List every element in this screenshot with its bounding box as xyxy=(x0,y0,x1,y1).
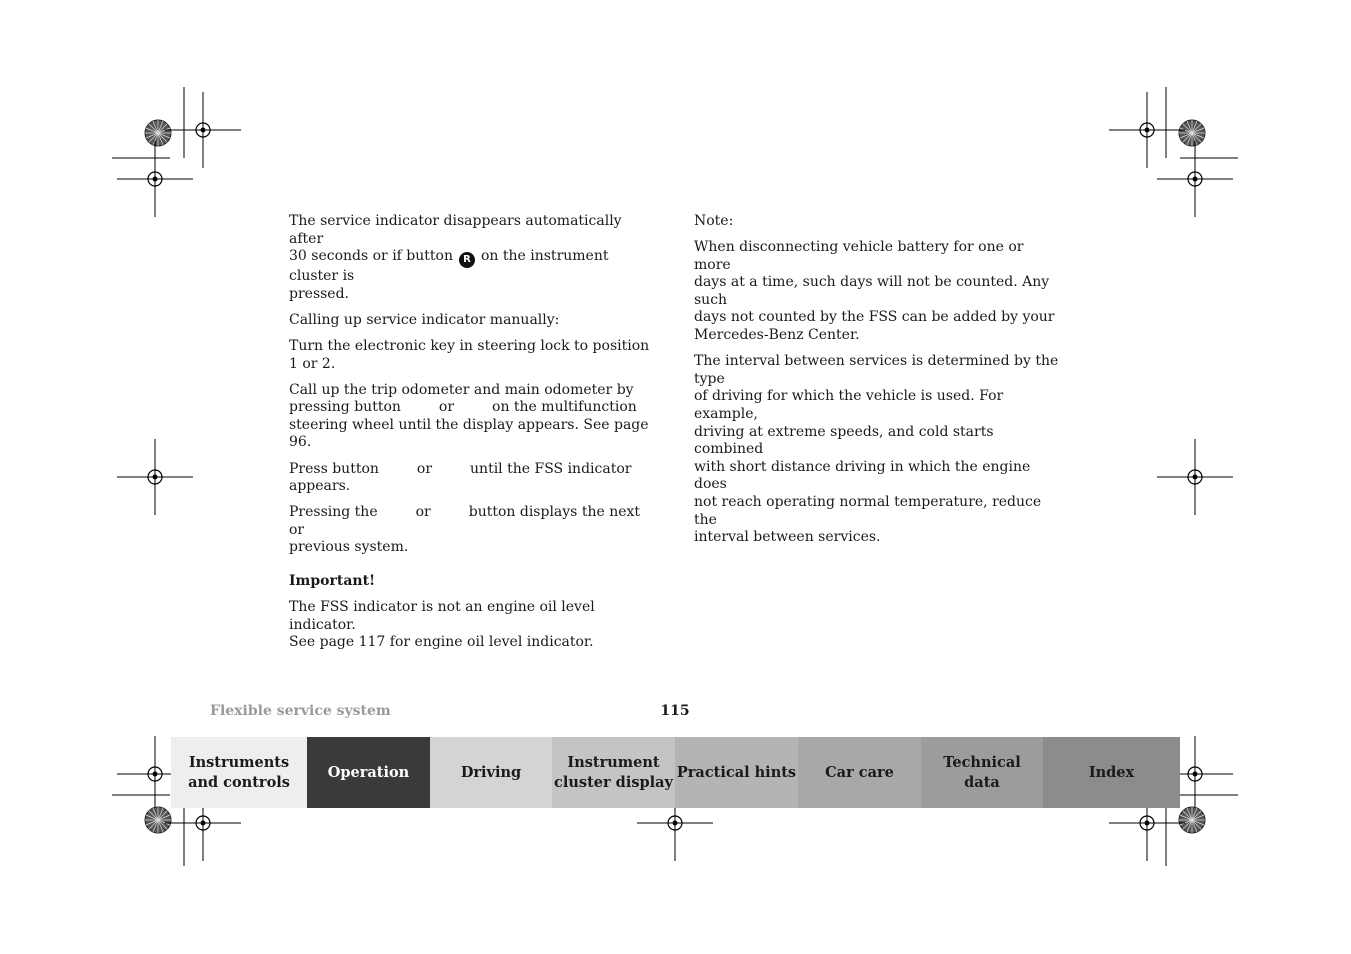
tab-instrument-cluster-display[interactable]: Instrument cluster display xyxy=(552,737,675,808)
paragraph-call-up-odometer: Call up the trip odometer and main odometer by pressing button or on the multifunction steering wheel until the display appears. See page 96. xyxy=(289,381,649,451)
left-column xyxy=(289,213,659,660)
tab-practical-hints[interactable]: Practical hints xyxy=(675,737,798,808)
paragraph-service-indicator: The service indicator disappears automatically after 30 seconds or if button R on the instrument cluster is pressed. xyxy=(289,213,622,302)
tab-operation[interactable]: Operation xyxy=(307,737,430,808)
tab-instruments-and-controls[interactable]: Instruments and controls xyxy=(171,737,307,808)
tab-driving[interactable]: Driving xyxy=(430,737,552,808)
note-paragraph-battery: When disconnecting vehicle battery for one or more days at a time, such days will not be counted. Any such days not counted by the FSS can be added by your Mercedes-Benz Center. xyxy=(694,239,1055,344)
tab-technical-data[interactable]: Technical data xyxy=(921,737,1043,808)
paragraph-turn-key: Turn the electronic key in steering lock to position 1 or 2. xyxy=(289,337,650,372)
paragraph-calling-up: Calling up service indicator manually: xyxy=(289,311,560,328)
right-column xyxy=(694,213,1064,555)
section-title: Flexible service system xyxy=(210,703,391,719)
tab-index[interactable]: Index xyxy=(1043,737,1180,808)
reset-button-icon: R xyxy=(459,252,475,268)
paragraph-press-button: Press button or until the FSS indicator appears. xyxy=(289,460,632,495)
page-number: 115 xyxy=(660,703,690,719)
note-paragraph-interval: The interval between services is determined by the type of driving for which the vehicle is used. For example, driving at extreme speeds, and cold starts combined with short distance driving in which the engine does not reach operating normal temperature, reduce the interval between services. xyxy=(694,353,1059,546)
chapter-nav-bar xyxy=(171,737,1180,808)
tab-car-care[interactable]: Car care xyxy=(798,737,921,808)
important-heading: Important! xyxy=(289,573,376,589)
paragraph-important: The FSS indicator is not an engine oil level indicator. See page 117 for engine oil level indicator. xyxy=(289,599,595,651)
paragraph-pressing-the: Pressing the or button displays the next or previous system. xyxy=(289,504,641,556)
note-label: Note: xyxy=(694,213,734,229)
